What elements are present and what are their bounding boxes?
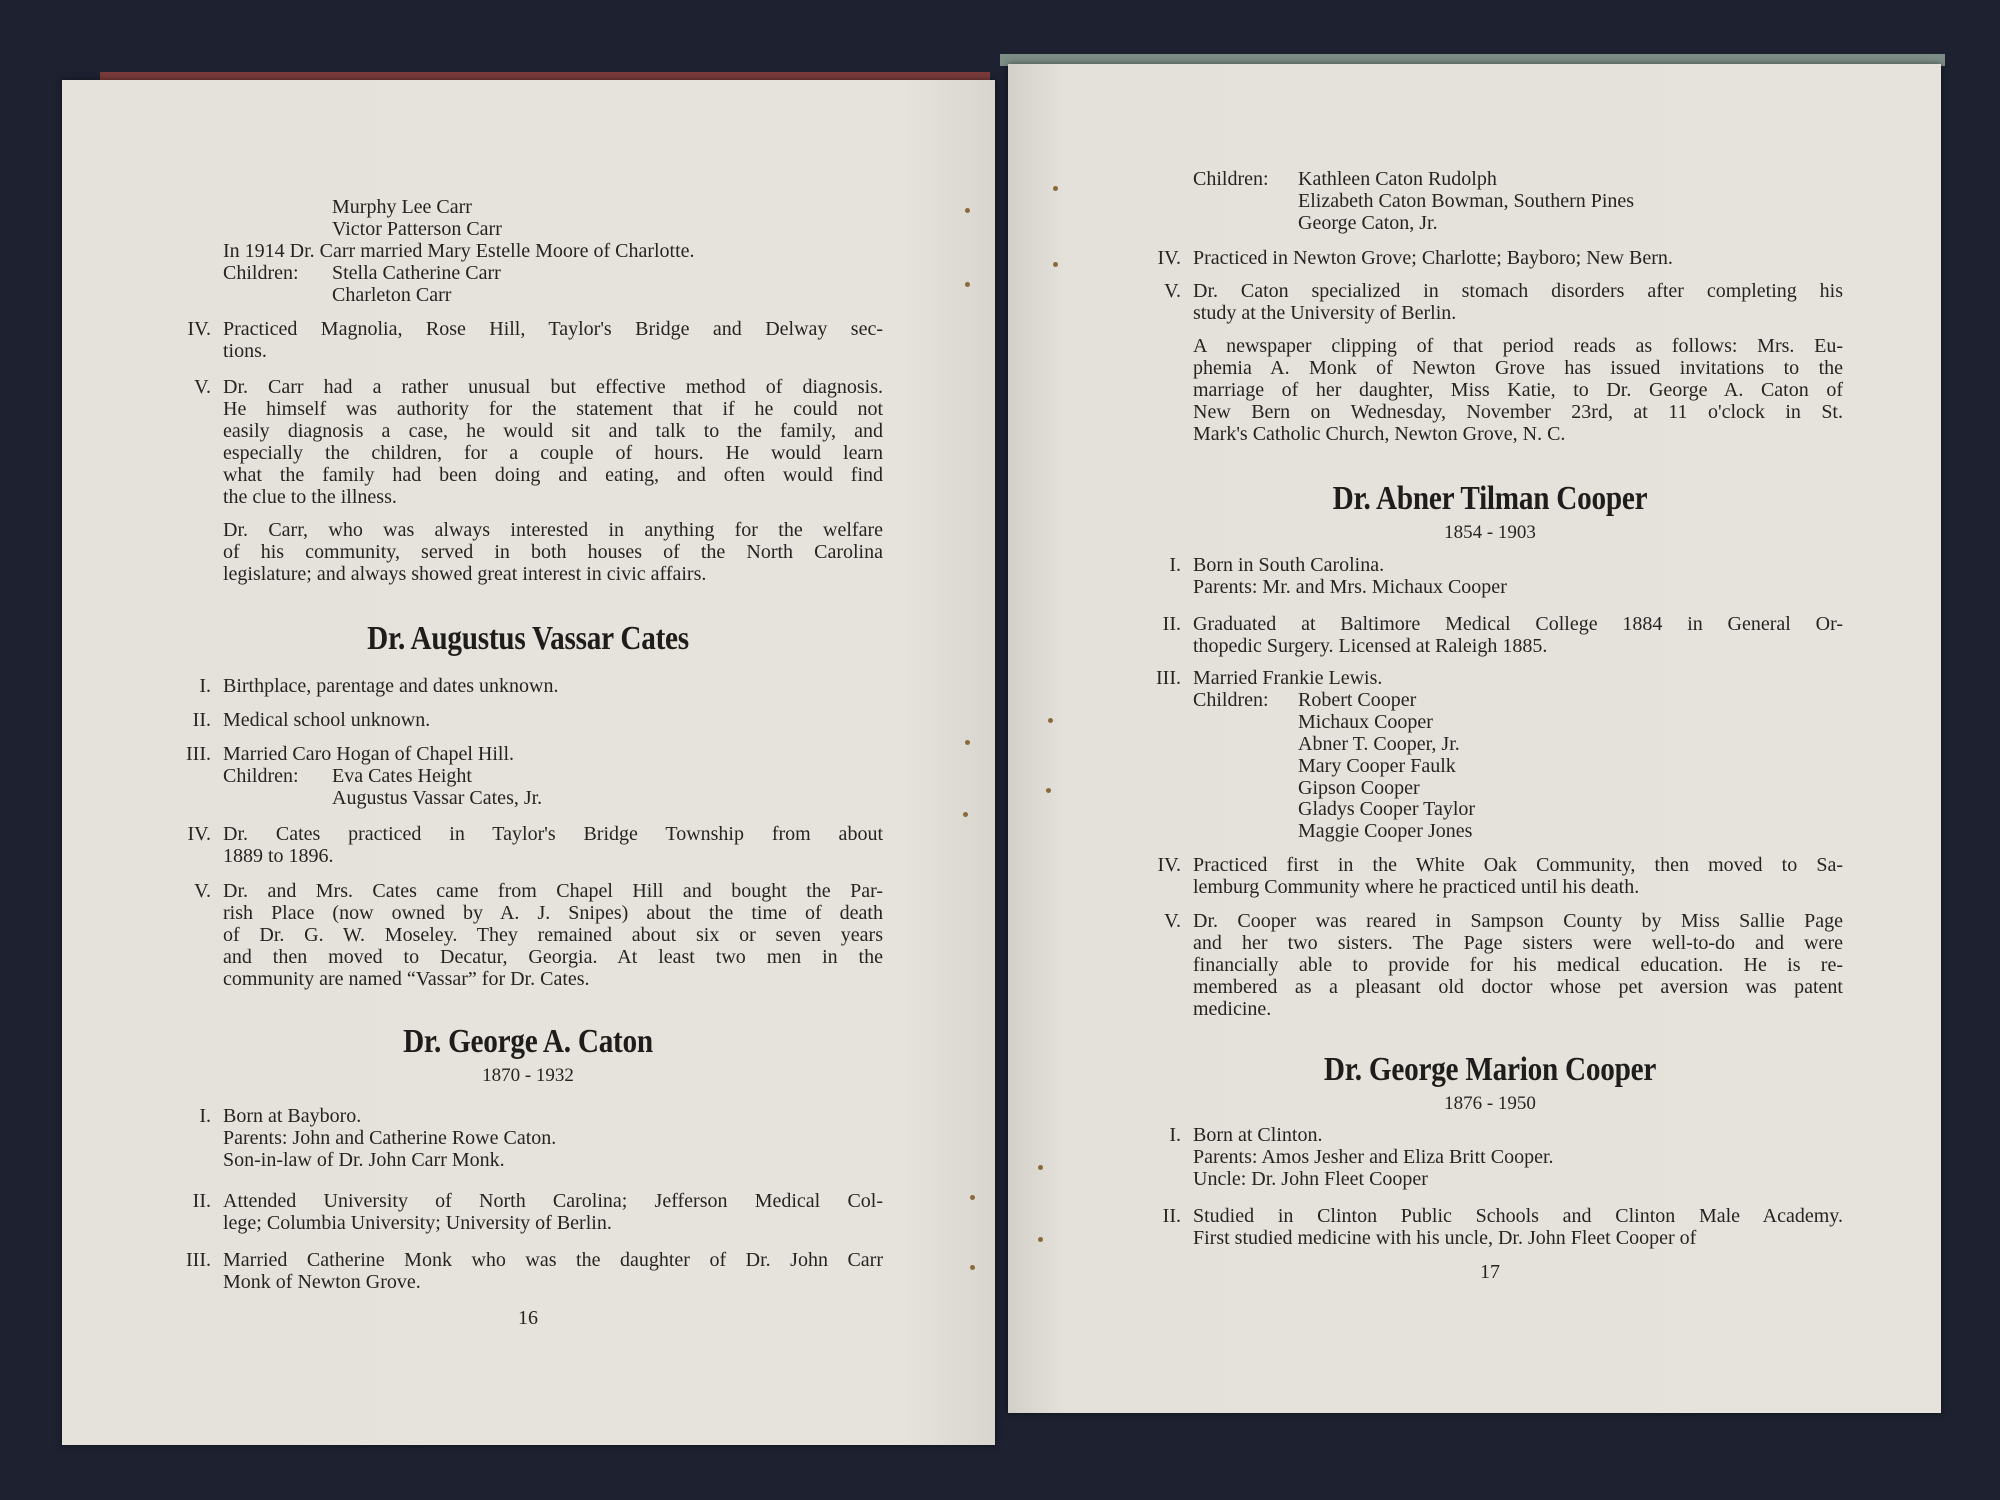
paragraph-line: First studied medicine with his uncle, Dr. John Fleet Cooper of	[1193, 1226, 1697, 1249]
paragraph-line: the clue to the illness.	[223, 485, 397, 508]
list-item	[199, 675, 883, 698]
child-name: Michaux Cooper	[1298, 710, 1433, 733]
child-name: Victor Patterson Carr	[332, 217, 502, 240]
children-line	[223, 766, 883, 788]
binding-hole	[965, 282, 970, 287]
child-name: Abner T. Cooper, Jr.	[1298, 732, 1460, 755]
children-line	[1193, 821, 1843, 843]
list-item	[1193, 336, 1843, 446]
paragraph-line: Dr. Carr had a rather unusual but effective method of diagnosis.	[223, 376, 883, 398]
child-name: Eva Cates Height	[332, 764, 472, 787]
text-line: Parents: Amos Jesher and Eliza Britt Cooper.	[1193, 1145, 1554, 1168]
paragraph-line: study at the University of Berlin.	[1193, 301, 1457, 324]
paragraph-line: financially able to provide for his medical education. He is re-	[1193, 953, 1843, 976]
paragraph-line: and her two sisters. The Page sisters were well-to-do and were	[1193, 931, 1843, 954]
text-line: Uncle: Dr. John Fleet Cooper	[1193, 1167, 1428, 1190]
text-line: Son-in-law of Dr. John Carr Monk.	[223, 1148, 505, 1171]
paragraph-line: tions.	[223, 339, 267, 362]
paragraph-line: Married Catherine Monk who was the daughter of Dr. John Carr	[223, 1249, 883, 1271]
life-dates: 1854 - 1903	[1444, 522, 1536, 543]
right-page	[1008, 64, 1941, 1413]
text-line: Birthplace, parentage and dates unknown.	[223, 675, 559, 697]
paragraph-line: of his community, served in both houses of the North Carolina	[223, 540, 883, 563]
list-item	[186, 743, 883, 810]
child-name: Mary Cooper Faulk	[1298, 754, 1456, 777]
list-item	[1169, 554, 1843, 599]
children-label: Children:	[223, 764, 299, 787]
children-line	[1193, 756, 1843, 778]
children-label: Children:	[1193, 168, 1269, 190]
paragraph-line: He himself was authority for the statement that if he could not	[223, 397, 883, 420]
child-name: Murphy Lee Carr	[332, 196, 472, 218]
item-numeral: III.	[186, 1249, 211, 1271]
item-numeral: I.	[1169, 1124, 1181, 1146]
item-numeral: III.	[186, 743, 211, 765]
binding-hole	[965, 208, 970, 213]
list-item	[223, 197, 883, 307]
children-line	[1193, 712, 1843, 734]
text-line: Born in South Carolina.	[1193, 554, 1385, 576]
list-item	[1157, 247, 1843, 270]
child-name: Stella Catherine Carr	[332, 261, 501, 284]
paragraph-line: Studied in Clinton Public Schools and Clinton Male Academy.	[1193, 1205, 1843, 1227]
children-line	[223, 197, 883, 219]
list-item	[192, 1190, 883, 1235]
list-item	[187, 318, 883, 363]
children-line	[1193, 191, 1843, 213]
paragraph-line: medicine.	[1193, 997, 1272, 1020]
children-line	[1193, 169, 1843, 191]
paragraph-line: Graduated at Baltimore Medical College 1884 in General Or-	[1193, 613, 1843, 635]
children-line	[223, 788, 883, 810]
children-label: Children:	[1193, 688, 1269, 711]
item-numeral: IV.	[1157, 854, 1181, 876]
binding-hole	[965, 740, 970, 745]
item-numeral: I.	[199, 675, 211, 697]
child-name: Kathleen Caton Rudolph	[1298, 168, 1497, 190]
section-heading: Dr. George A. Caton	[403, 1023, 653, 1060]
list-item	[1193, 169, 1843, 235]
text-line: Medical school unknown.	[223, 709, 431, 731]
section-heading: Dr. Augustus Vassar Cates	[367, 620, 689, 657]
item-numeral: IV.	[1157, 247, 1181, 269]
child-name: Elizabeth Caton Bowman, Southern Pines	[1298, 189, 1635, 212]
paragraph-line: Practiced Magnolia, Rose Hill, Taylor's Bridge and Delway sec-	[223, 318, 883, 340]
paragraph-line: what the family had been doing and eating, and often would find	[223, 463, 883, 486]
paragraph-line: easily diagnosis a case, he would sit and talk to the family, and	[223, 419, 883, 442]
list-item	[199, 1105, 883, 1172]
paragraph-line: Attended University of North Carolina; Jefferson Medical Col-	[223, 1190, 883, 1212]
child-name: Robert Cooper	[1298, 688, 1417, 711]
section-heading: Dr. George Marion Cooper	[1323, 1051, 1657, 1088]
list-item	[1164, 910, 1843, 1021]
page-number: 17	[1480, 1261, 1500, 1283]
paragraph-line: lemburg Community where he practiced until his death.	[1193, 875, 1640, 898]
paragraph-line: A newspaper clipping of that period reads as follows: Mrs. Eu-	[1193, 335, 1843, 357]
child-name: Gipson Cooper	[1298, 776, 1420, 799]
list-item	[1156, 667, 1843, 843]
children-line	[1193, 690, 1843, 712]
paragraph-line: rish Place (now owned by A. J. Snipes) about the time of death	[223, 901, 883, 924]
list-item	[187, 823, 883, 868]
binding-hole	[1048, 718, 1053, 723]
binding-hole	[1046, 788, 1051, 793]
item-numeral: I.	[199, 1105, 211, 1127]
paragraph-line: New Bern on Wednesday, November 23rd, at 11 o'clock in St.	[1193, 400, 1843, 423]
list-item	[1162, 613, 1843, 658]
item-numeral: II.	[192, 1190, 211, 1212]
list-item	[194, 376, 883, 508]
text-line: Married Frankie Lewis.	[1193, 667, 1383, 689]
paragraph-line: lege; Columbia University; University of Berlin.	[223, 1211, 612, 1234]
item-numeral: II.	[1162, 1205, 1181, 1227]
binding-hole	[970, 1265, 975, 1270]
child-name: Maggie Cooper Jones	[1298, 820, 1473, 843]
child-name: Gladys Cooper Taylor	[1298, 798, 1476, 821]
paragraph-line: Dr. Cooper was reared in Sampson County by Miss Sallie Page	[1193, 910, 1843, 932]
child-name: George Caton, Jr.	[1298, 211, 1438, 234]
paragraph-line: legislature; and always showed great interest in civic affairs.	[223, 562, 707, 585]
binding-hole	[1053, 186, 1058, 191]
children-line	[223, 219, 883, 241]
children-line	[1193, 778, 1843, 800]
text-line: In 1914 Dr. Carr married Mary Estelle Moore of Charlotte.	[223, 239, 695, 262]
life-dates: 1870 - 1932	[482, 1065, 574, 1086]
list-item	[186, 1249, 883, 1294]
text-line: Born at Clinton.	[1193, 1124, 1323, 1146]
list-item	[1157, 854, 1843, 899]
paragraph-line: Mark's Catholic Church, Newton Grove, N. C.	[1193, 422, 1566, 445]
binding-hole	[1053, 262, 1058, 267]
paragraph-line: especially the children, for a couple of hours. He would learn	[223, 441, 883, 464]
paragraph-line: Dr. and Mrs. Cates came from Chapel Hill and bought the Par-	[223, 880, 883, 902]
paragraph-line: phemia A. Monk of Newton Grove has issued invitations to the	[1193, 356, 1843, 379]
life-dates: 1876 - 1950	[1444, 1093, 1536, 1114]
text-line: Parents: Mr. and Mrs. Michaux Cooper	[1193, 575, 1507, 598]
paragraph-line: of Dr. G. W. Moseley. They remained about six or seven years	[223, 923, 883, 946]
item-numeral: V.	[1164, 910, 1181, 932]
text-line: Married Caro Hogan of Chapel Hill.	[223, 743, 515, 765]
list-item	[1164, 280, 1843, 325]
paragraph-line: Dr. Caton specialized in stomach disorders after completing his	[1193, 280, 1843, 302]
item-numeral: IV.	[187, 823, 211, 845]
item-numeral: IV.	[187, 318, 211, 340]
children-line	[1193, 213, 1843, 235]
paragraph-line: thopedic Surgery. Licensed at Raleigh 1885.	[1193, 634, 1548, 657]
list-item	[1169, 1124, 1843, 1191]
item-numeral: II.	[1162, 613, 1181, 635]
item-numeral: V.	[194, 376, 211, 398]
text-line: Parents: John and Catherine Rowe Caton.	[223, 1126, 557, 1149]
left-page	[62, 80, 995, 1445]
paragraph-line: and then moved to Decatur, Georgia. At least two men in the	[223, 945, 883, 968]
binding-hole	[970, 1195, 975, 1200]
item-numeral: I.	[1169, 554, 1181, 576]
children-line	[223, 263, 883, 285]
paragraph-line: community are named “Vassar” for Dr. Cates.	[223, 967, 590, 990]
list-item	[223, 520, 883, 586]
item-numeral: V.	[194, 880, 211, 902]
text-line: Born at Bayboro.	[223, 1105, 362, 1127]
children-label: Children:	[223, 261, 299, 284]
binding-hole	[963, 812, 968, 817]
item-numeral: II.	[192, 709, 211, 731]
page-number: 16	[518, 1307, 538, 1329]
paragraph-line: marriage of her daughter, Miss Katie, to Dr. George A. Caton of	[1193, 378, 1843, 401]
paragraph-line: Practiced first in the White Oak Community, then moved to Sa-	[1193, 854, 1843, 876]
child-name: Charleton Carr	[332, 283, 452, 306]
list-item	[194, 880, 883, 991]
binding-hole	[1038, 1237, 1043, 1242]
paragraph-line: Dr. Cates practiced in Taylor's Bridge Township from about	[223, 823, 883, 845]
section-heading: Dr. Abner Tilman Cooper	[1332, 480, 1648, 517]
binding-hole	[1038, 1165, 1043, 1170]
item-numeral: V.	[1164, 280, 1181, 302]
paragraph-line: Monk of Newton Grove.	[223, 1270, 421, 1293]
children-line	[1193, 799, 1843, 821]
child-name: Augustus Vassar Cates, Jr.	[332, 786, 543, 809]
children-line	[223, 285, 883, 307]
list-item	[192, 709, 883, 732]
children-line	[1193, 734, 1843, 756]
list-item	[1162, 1205, 1843, 1250]
paragraph-line: membered as a pleasant old doctor whose pet aversion was patent	[1193, 975, 1843, 998]
item-numeral: III.	[1156, 667, 1181, 689]
paragraph-line: Dr. Carr, who was always interested in anything for the welfare	[223, 519, 883, 541]
paragraph-line: 1889 to 1896.	[223, 844, 334, 867]
text-line: Practiced in Newton Grove; Charlotte; Bayboro; New Bern.	[1193, 247, 1673, 269]
